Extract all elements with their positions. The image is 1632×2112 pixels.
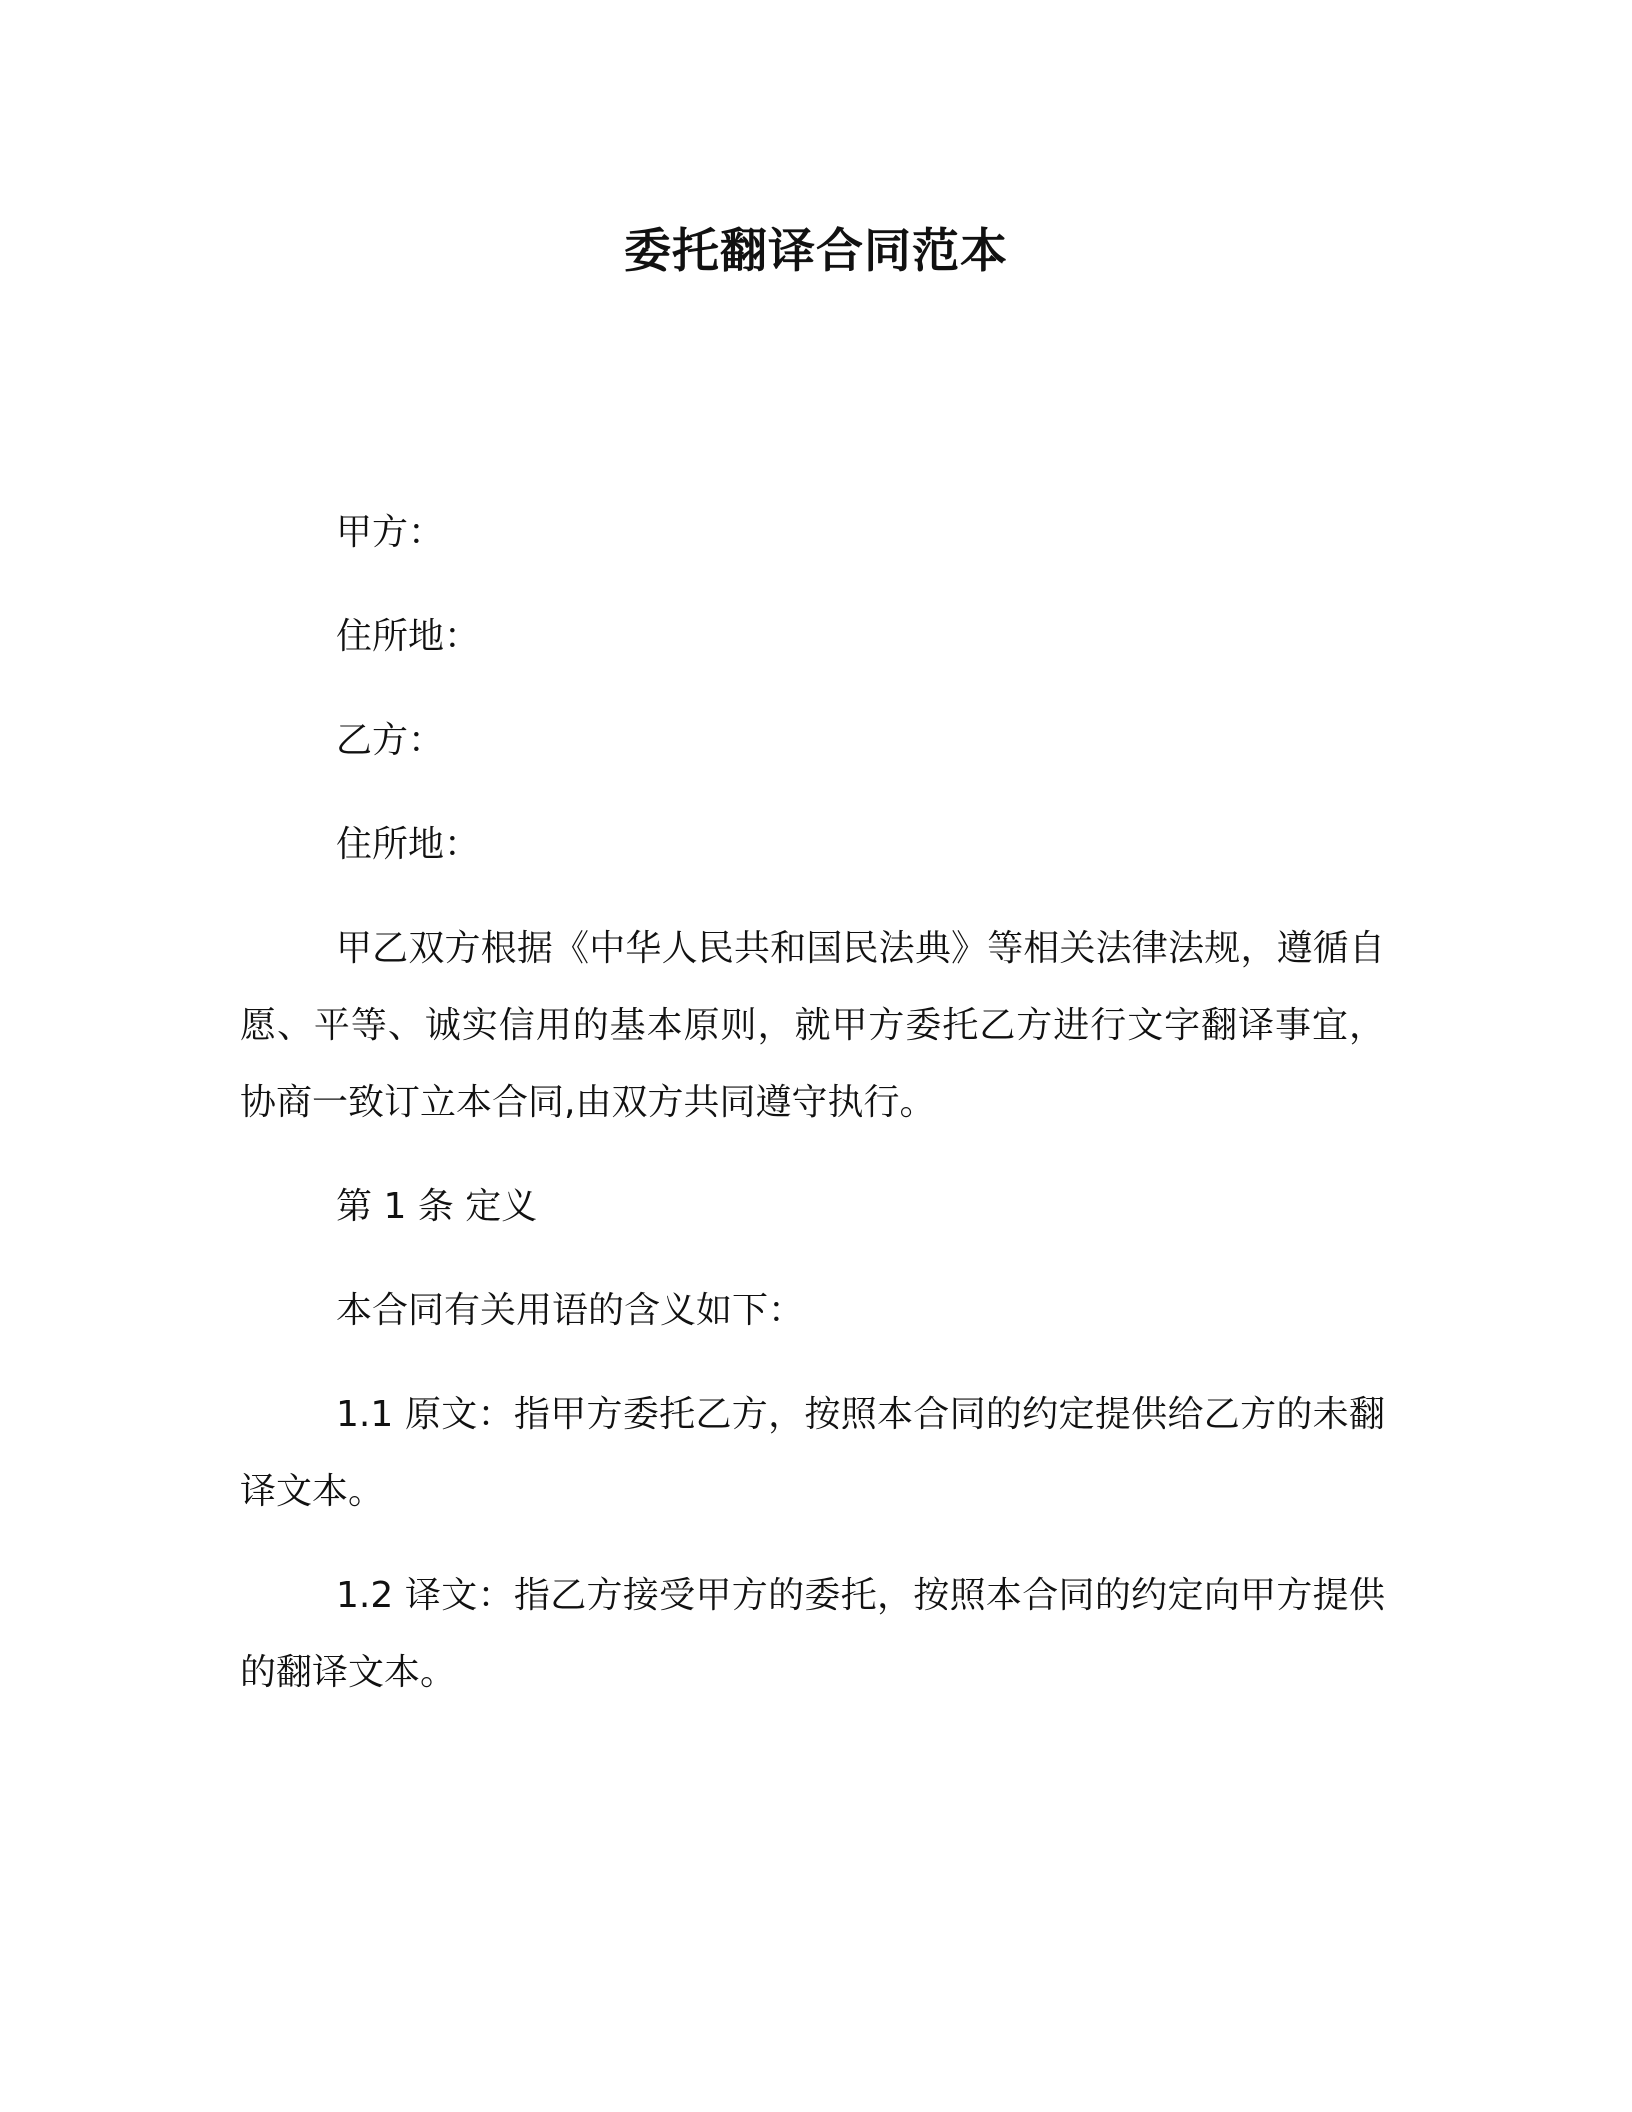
article-1-intro: 本合同有关用语的含义如下： bbox=[336, 1290, 805, 1331]
party-a-field: 甲方： bbox=[336, 512, 445, 553]
party-a-address-field: 住所地： bbox=[336, 616, 481, 657]
document-body bbox=[240, 494, 1385, 1738]
page-title: 委托翻译合同范本 bbox=[624, 224, 1008, 279]
party-b-address-field: 住所地： bbox=[336, 824, 481, 865]
clause-1-2: 1.2 译文：指乙方接受甲方的委托，按照本合同的约定向甲方提供的翻译文本。 bbox=[240, 1575, 1385, 1693]
article-1-heading: 第 1 条 定义 bbox=[336, 1186, 538, 1227]
party-b-field: 乙方： bbox=[336, 720, 445, 761]
preamble-paragraph: 甲乙双方根据《中华人民共和国民法典》等相关法律法规，遵循自愿、平等、诚实信用的基本原则，就甲方委托乙方进行文字翻译事宜，协商一致订立本合同,由双方共同遵守执行。 bbox=[240, 928, 1385, 1123]
clause-1-1: 1.1 原文：指甲方委托乙方，按照本合同的约定提供给乙方的未翻译文本。 bbox=[240, 1394, 1385, 1512]
